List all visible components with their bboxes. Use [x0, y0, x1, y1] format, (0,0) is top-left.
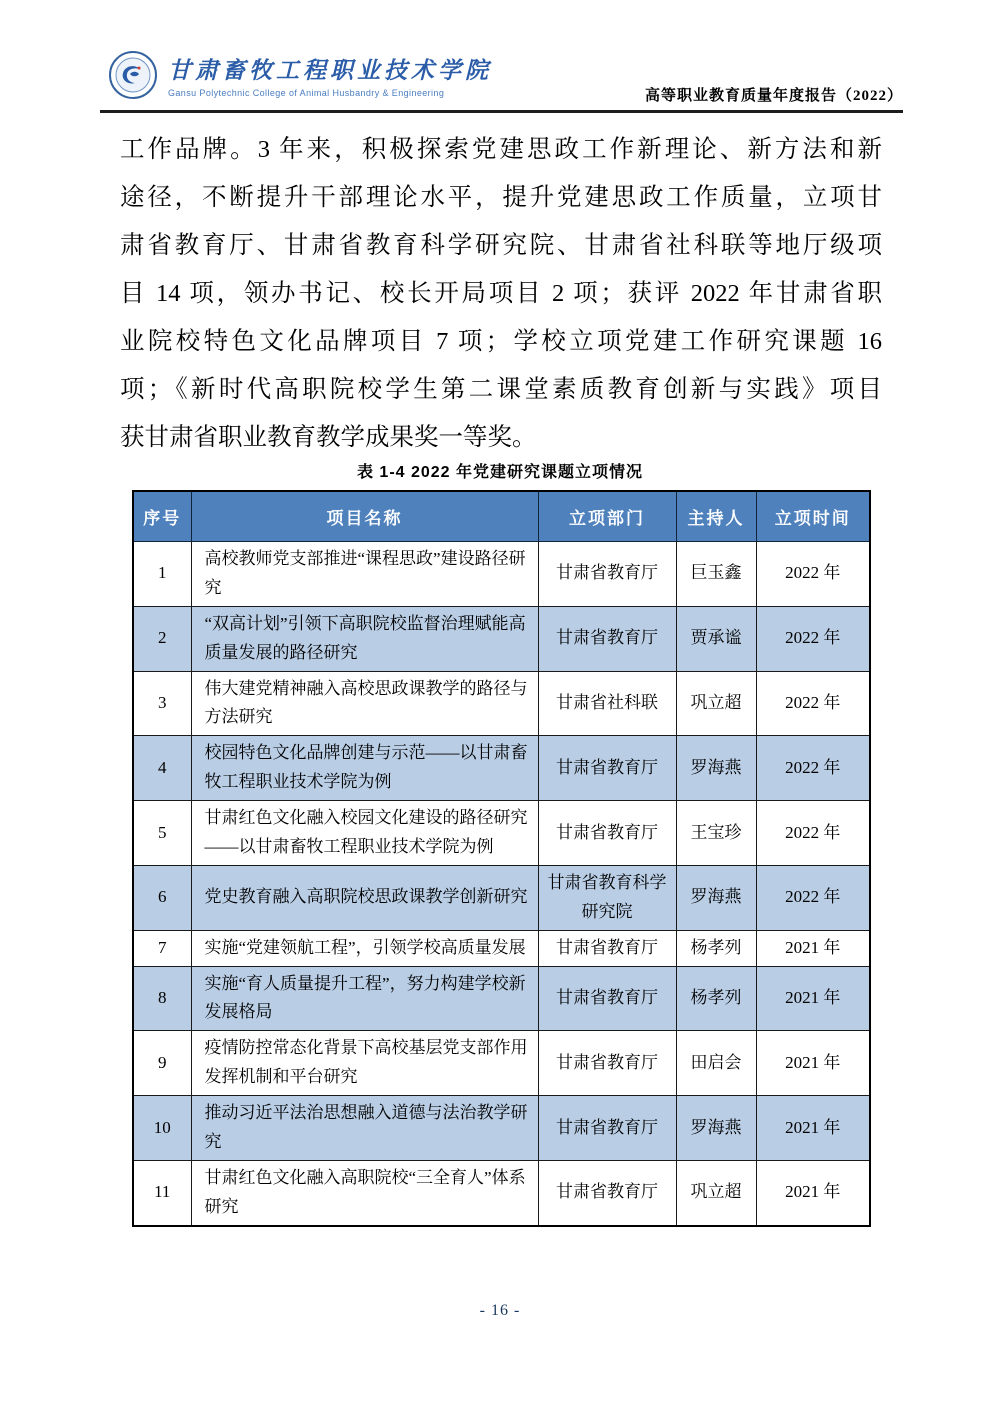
cell-department: 甘肃省教育厅	[538, 930, 676, 966]
cell-no: 5	[133, 801, 191, 866]
cell-year: 2021 年	[756, 1096, 870, 1161]
project-table	[132, 490, 871, 1227]
paragraph-line: 获甘肃省职业教育教学成果奖一等奖。	[120, 424, 537, 451]
paragraph-line: 工作品牌。3 年来，积极探索党建思政工作新理论、新方法和新	[120, 136, 882, 163]
cell-no: 7	[133, 930, 191, 966]
cell-year: 2021 年	[756, 966, 870, 1031]
table-row	[133, 966, 870, 1031]
cell-host: 罗海燕	[676, 865, 756, 930]
cell-host: 罗海燕	[676, 736, 756, 801]
cell-department: 甘肃省教育厅	[538, 801, 676, 866]
cell-project-name: 实施“育人质量提升工程”，努力构建学校新发展格局	[191, 966, 538, 1031]
cell-year: 2021 年	[756, 1031, 870, 1096]
cell-host: 杨孝列	[676, 966, 756, 1031]
table-row	[133, 1096, 870, 1161]
cell-host: 巩立超	[676, 1160, 756, 1225]
cell-year: 2022 年	[756, 736, 870, 801]
cell-host: 巩立超	[676, 671, 756, 736]
cell-department: 甘肃省教育厅	[538, 542, 676, 607]
paragraph-line: 业院校特色文化品牌项目 7 项；学校立项党建工作研究课题 16	[120, 328, 882, 355]
cell-no: 11	[133, 1160, 191, 1225]
cell-department: 甘肃省社科联	[538, 671, 676, 736]
table-caption: 表 1-4 2022 年党建研究课题立项情况	[356, 464, 644, 481]
cell-host: 罗海燕	[676, 1096, 756, 1161]
table-row	[133, 930, 870, 966]
table-header-cell: 序号	[133, 491, 191, 542]
table-row	[133, 542, 870, 607]
cell-year: 2022 年	[756, 865, 870, 930]
cell-no: 1	[133, 542, 191, 607]
cell-project-name: 疫情防控常态化背景下高校基层党支部作用发挥机制和平台研究	[191, 1031, 538, 1096]
cell-host: 贾承谧	[676, 606, 756, 671]
cell-department: 甘肃省教育科学研究院	[538, 865, 676, 930]
college-logo	[108, 50, 492, 100]
paragraph-line: 肃省教育厅、甘肃省教育科学研究院、甘肃省社科联等地厅级项	[120, 232, 882, 259]
cell-year: 2022 年	[756, 542, 870, 607]
cell-project-name: 推动习近平法治思想融入道德与法治教学研究	[191, 1096, 538, 1161]
cell-department: 甘肃省教育厅	[538, 1096, 676, 1161]
cell-project-name: 校园特色文化品牌创建与示范——以甘肃畜牧工程职业技术学院为例	[191, 736, 538, 801]
cell-department: 甘肃省教育厅	[538, 606, 676, 671]
cell-project-name: 甘肃红色文化融入校园文化建设的路径研究——以甘肃畜牧工程职业技术学院为例	[191, 801, 538, 866]
cell-no: 2	[133, 606, 191, 671]
paragraph-line: 途径，不断提升干部理论水平，提升党建思政工作质量，立项甘	[120, 184, 882, 211]
cell-project-name: 甘肃红色文化融入高职院校“三全育人”体系研究	[191, 1160, 538, 1225]
cell-project-name: “双高计划”引领下高职院校监督治理赋能高质量发展的路径研究	[191, 606, 538, 671]
college-name-block	[168, 50, 492, 98]
cell-department: 甘肃省教育厅	[538, 1160, 676, 1225]
college-name-en: Gansu Polytechnic College of Animal Husbandry & Engineering	[168, 88, 445, 98]
cell-department: 甘肃省教育厅	[538, 966, 676, 1031]
cell-no: 10	[133, 1096, 191, 1161]
cell-host: 巨玉鑫	[676, 542, 756, 607]
cell-no: 3	[133, 671, 191, 736]
table-row	[133, 865, 870, 930]
table-row	[133, 736, 870, 801]
cell-department: 甘肃省教育厅	[538, 736, 676, 801]
table-body	[133, 542, 870, 1226]
cell-year: 2021 年	[756, 930, 870, 966]
table-header-cell: 项目名称	[191, 491, 538, 542]
cell-department: 甘肃省教育厅	[538, 1031, 676, 1096]
cell-project-name: 伟大建党精神融入高校思政课教学的路径与方法研究	[191, 671, 538, 736]
cell-project-name: 党史教育融入高职院校思政课教学创新研究	[191, 865, 538, 930]
cell-no: 4	[133, 736, 191, 801]
table-row	[133, 671, 870, 736]
table-header-cell: 主持人	[676, 491, 756, 542]
cell-host: 王宝珍	[676, 801, 756, 866]
cell-host: 田启会	[676, 1031, 756, 1096]
table-row	[133, 1160, 870, 1225]
page-number: - 16 -	[479, 1302, 521, 1319]
cell-host: 杨孝列	[676, 930, 756, 966]
table-header-cell: 立项部门	[538, 491, 676, 542]
report-title: 高等职业教育质量年度报告（2022）	[644, 88, 903, 104]
cell-project-name: 高校教师党支部推进“课程思政”建设路径研究	[191, 542, 538, 607]
header-rule	[100, 110, 903, 113]
cell-year: 2022 年	[756, 671, 870, 736]
cell-year: 2022 年	[756, 606, 870, 671]
cell-year: 2021 年	[756, 1160, 870, 1225]
cell-no: 8	[133, 966, 191, 1031]
cell-no: 6	[133, 865, 191, 930]
table-row	[133, 801, 870, 866]
table-header-row	[133, 491, 870, 542]
cell-project-name: 实施“党建领航工程”，引领学校高质量发展	[191, 930, 538, 966]
college-logo-emblem	[108, 50, 158, 100]
body-paragraph	[120, 126, 882, 462]
table-row	[133, 1031, 870, 1096]
paragraph-line: 目 14 项，领办书记、校长开局项目 2 项；获评 2022 年甘肃省职	[120, 280, 882, 307]
cell-no: 9	[133, 1031, 191, 1096]
cell-year: 2022 年	[756, 801, 870, 866]
table-header-cell: 立项时间	[756, 491, 870, 542]
table-row	[133, 606, 870, 671]
paragraph-line: 项；《新时代高职院校学生第二课堂素质教育创新与实践》项目	[120, 376, 882, 403]
college-name-zh: 甘肃畜牧工程职业技术学院	[168, 58, 492, 83]
